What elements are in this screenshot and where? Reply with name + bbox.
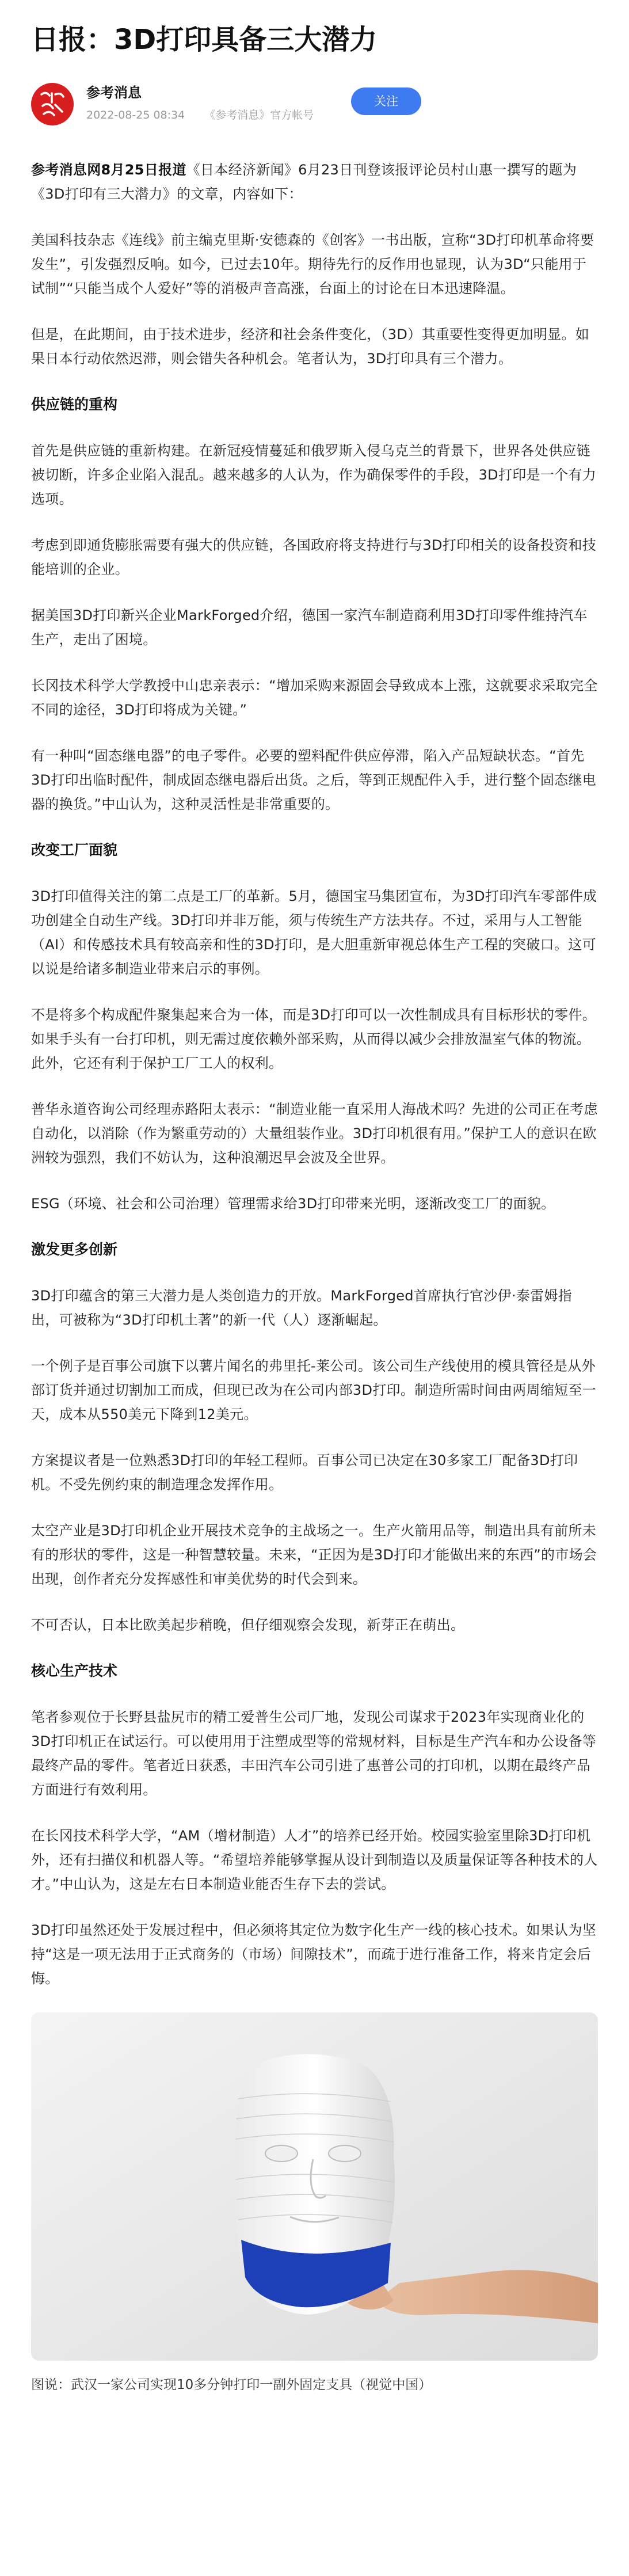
- section-heading: 激发更多创新: [31, 1241, 118, 1258]
- paragraph: 首先是供应链的重新构建。在新冠疫情蔓延和俄罗斯入侵乌克兰的背景下，世界各处供应链被切断，许多企业陷入混乱。越来越多的人认为，作为确保零件的手段，3D打印是一个有力选项。: [31, 443, 597, 507]
- article-title: 日报：3D打印具备三大潜力: [31, 24, 378, 56]
- paragraph: 在长冈技术科学大学，“AM（增材制造）人才”的培养已经开始。校园实验室里除3D打印机外，还有扫描仪和机器人等。“希望培养能够掌握从设计到制造以及质量保证等各种技术的人才。”中山认为，这是左右日本制造业能否生存下去的尝试。: [31, 1828, 598, 1892]
- paragraph: 有一种叫“固态继电器”的电子零件。必要的塑料配件供应停滞，陷入产品短缺状态。“首先3D打印出临时配件，制成固态继电器后出货。之后，等到正规配件入手，进行整个固态继电器的换货。”中山认为，这种灵活性是非常重要的。: [31, 748, 597, 812]
- follow-button[interactable]: 关注: [351, 87, 421, 115]
- paragraph: 不可否认，日本比欧美起步稍晚，但仔细观察会发现，新芽正在萌出。: [31, 1617, 465, 1633]
- paragraph: 长冈技术科学大学教授中山忠亲表示：“增加采购来源固会导致成本上涨，这就要求采取完全不同的途径，3D打印将成为关键。”: [31, 678, 598, 718]
- paragraph: 方案提议者是一位熟悉3D打印的年轻工程师。百事公司已决定在30多家工厂配备3D打印机。不受先例约束的制造理念发挥作用。: [31, 1452, 578, 1493]
- section-heading: 核心生产技术: [31, 1662, 118, 1679]
- author-header: [31, 79, 598, 131]
- author-name[interactable]: 参考消息: [86, 85, 142, 101]
- seal-glyph-icon: [37, 89, 68, 120]
- 3d-printed-mask-photo: [31, 2012, 598, 2361]
- paragraph: 3D打印值得关注的第二点是工厂的革新。5月，德国宝马集团宣布，为3D打印汽车零部件成功创建全自动生产线。3D打印并非万能，须与传统生产方法共存。不过，采用与人工智能（AI）和传感技术具有较高亲和性的3D打印，是大胆重新审视总体生产工程的突破口。这可以说是给诸多制造业带来启示的事例。: [31, 888, 597, 977]
- paragraph: 美国科技杂志《连线》前主编克里斯·安德森的《创客》一书出版，宣称“3D打印机革命将要发生”，引发强烈反响。如今，已过去10年。期待先行的反作用也显现，认为3D“只能用于试制”“只能当成个人爱好”等的消极声音高涨，台面上的讨论在日本迅速降温。: [31, 232, 594, 296]
- intro-paragraph: [31, 158, 598, 206]
- section-heading: 改变工厂面貌: [31, 842, 118, 858]
- paragraph: 太空产业是3D打印机企业开展技术竞争的主战场之一。生产火箭用品等，制造出具有前所未有的形状的零件，这是一种智慧较量。未来，“正因为是3D打印才能做出来的东西”的市场会出现，创作者充分发挥感性和审美优势的时代会到来。: [31, 1523, 597, 1587]
- article-page: [31, 0, 598, 2395]
- article-meta: [86, 107, 330, 123]
- paragraph: 3D打印蕴含的第三大潜力是人类创造力的开放。MarkForged首席执行官沙伊·泰雷姆指出，可被称为“3D打印机土著”的新一代（人）逐渐崛起。: [31, 1288, 573, 1328]
- section-heading: 供应链的重构: [31, 396, 118, 413]
- paragraph: 考虑到即通货膨胀需要有强大的供应链，各国政府将支持进行与3D打印相关的设备投资和技能培训的企业。: [31, 537, 597, 577]
- paragraph: 普华永道咨询公司经理赤路阳太表示：“制造业能一直采用人海战术吗？先进的公司正在考虑自动化，以消除（作为繁重劳动的）大量组装作业。3D打印机很有用。”保护工人的意识在欧洲较为强烈，我们不妨认为，这种浪潮迟早会波及全世界。: [31, 1101, 598, 1166]
- paragraph: 据美国3D打印新兴企业MarkForged介绍，德国一家汽车制造商利用3D打印零件维持汽车生产，走出了困境。: [31, 607, 588, 648]
- cankao-xiaoxi-logo-icon[interactable]: [31, 83, 74, 125]
- paragraph: 不是将多个构成配件聚集起来合为一体，而是3D打印可以一次性制成具有目标形状的零件。如果手头有一台打印机，则无需过度依赖外部采购，从而得以减少会排放温室气体的物流。此外，它还有利于保护工厂工人的权利。: [31, 1007, 597, 1071]
- article-body: [31, 158, 598, 2395]
- source-account: 《参考消息》官方帐号: [204, 109, 314, 121]
- paragraph: 3D打印虽然还处于发展过程中，但必须将其定位为数字化生产一线的核心技术。如果认为坚持“这是一项无法用于正式商务的（市场）间隙技术”，而疏于进行准备工作，将来肯定会后悔。: [31, 1922, 597, 1987]
- intro-text: 《日本经济新闻》6月23日刊登该报评论员村山惠一撰写的题为《3D打印有三大潜力》的文章，内容如下：: [31, 162, 577, 202]
- photo-caption: 图说：武汉一家公司实现10多分钟打印一副外固定支具（视觉中国）: [31, 2377, 432, 2392]
- paragraph: 一个例子是百事公司旗下以薯片闻名的弗里托-莱公司。该公司生产线使用的模具管径是从外部订货并通过切割加工而成，但现已改为在公司内部3D打印。制造所需时间由两周缩短至一天，成本从550美元下降到12美元。: [31, 1358, 597, 1422]
- paragraph: ESG（环境、社会和公司治理）管理需求给3D打印带来光明，逐渐改变工厂的面貌。: [31, 1196, 555, 1212]
- paragraph: 但是，在此期间，由于技术进步，经济和社会条件变化，（3D）其重要性变得更加明显。如果日本行动依然迟滞，则会错失各种机会。笔者认为，3D打印具有三个潜力。: [31, 326, 590, 367]
- paragraph: 笔者参观位于长野县盐尻市的精工爱普生公司厂地，发现公司谋求于2023年实现商业化的3D打印机正在试运行。可以使用用于注塑成型等的常规材料，目标是生产汽车和办公设备等最终产品的零件。笔者近日获悉，丰田汽车公司引进了惠普公司的打印机，以期在最终产品方面进行有效利用。: [31, 1709, 597, 1798]
- publish-datetime: 2022-08-25 08:34: [86, 109, 185, 121]
- article-photo[interactable]: [31, 2012, 598, 2361]
- dateline: 参考消息网8月25日报道: [31, 162, 186, 178]
